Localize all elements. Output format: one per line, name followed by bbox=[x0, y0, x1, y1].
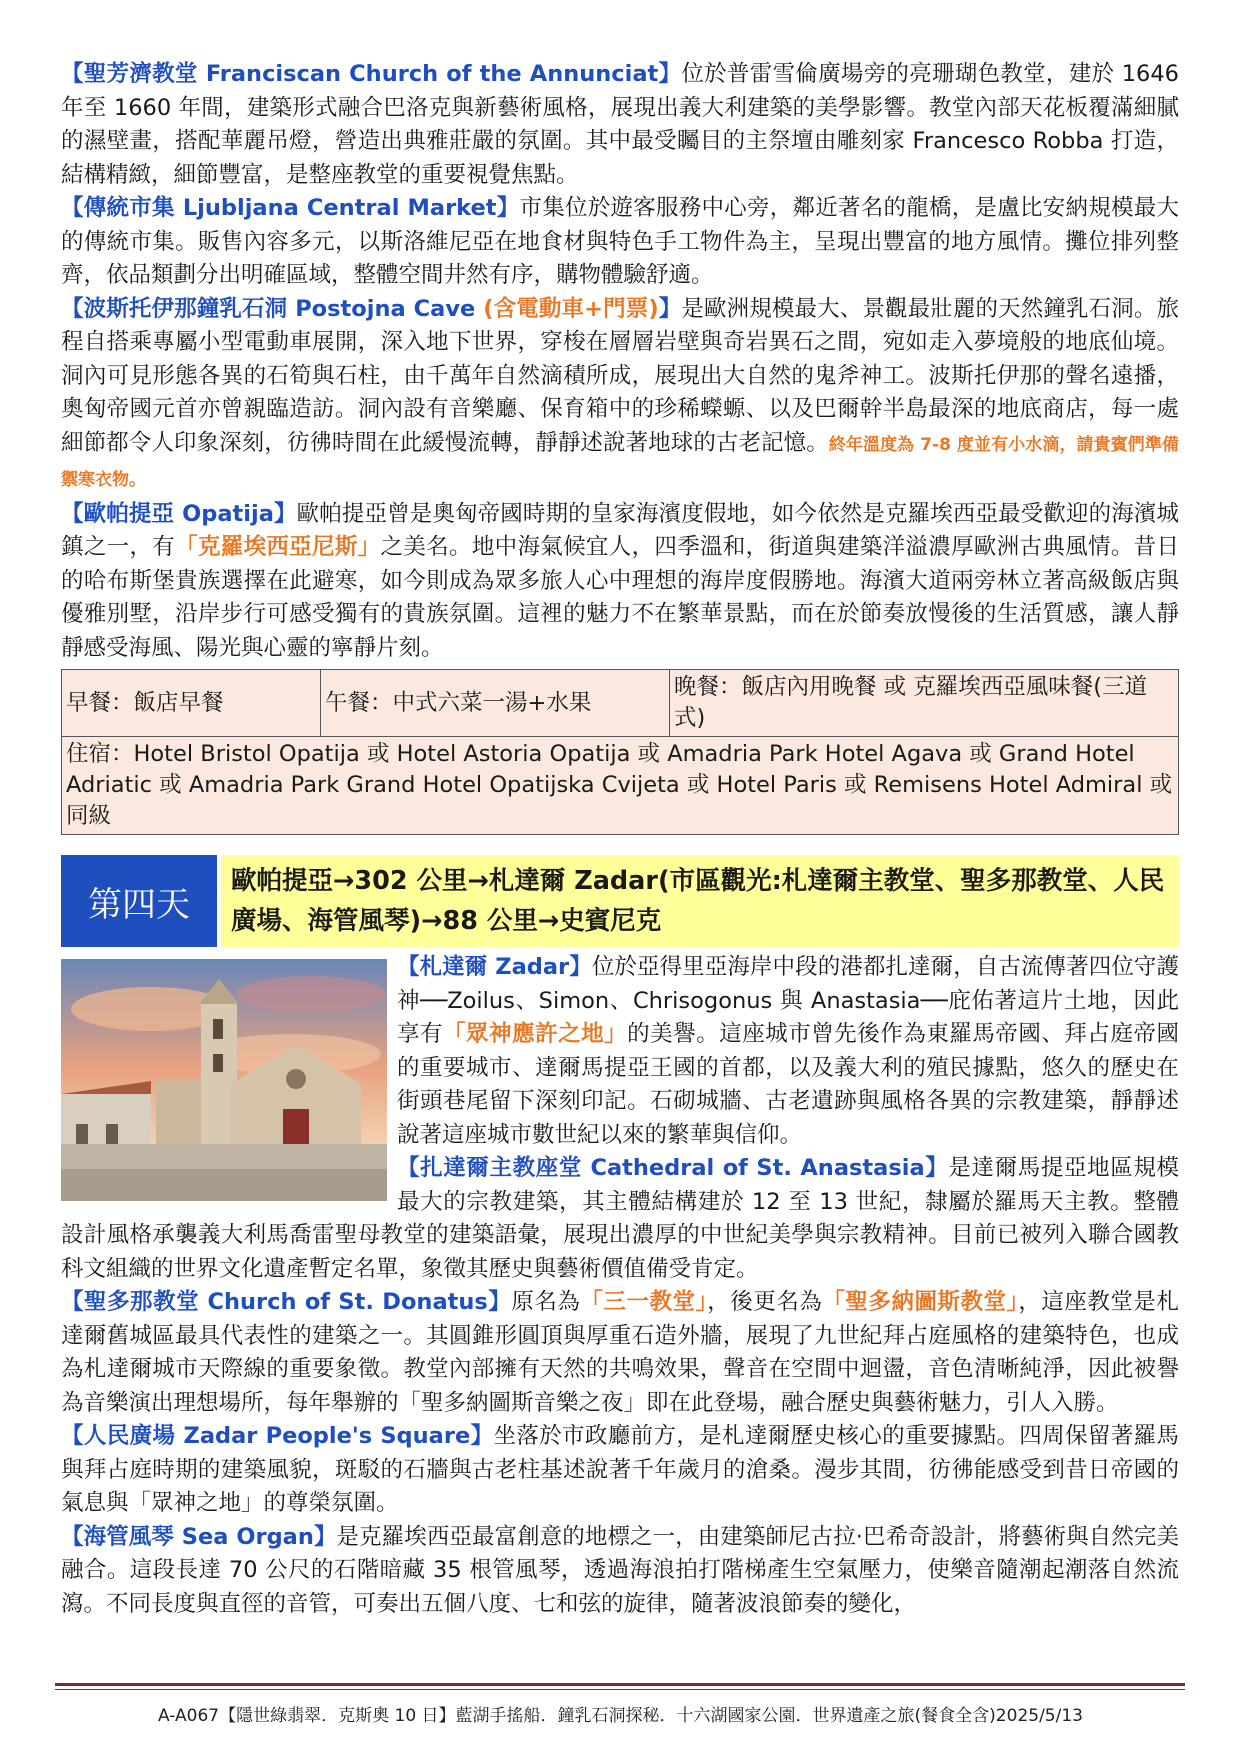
zadar-church-photo bbox=[61, 959, 387, 1201]
opatija-body-a: 歐帕提亞曾是奧匈帝國時期的皇家海濱度假地，如今依然是克羅埃西亞最受歡迎的海濱城鎮之一，有 bbox=[61, 500, 1179, 560]
opatija-title: 【歐帕提亞 Opatija】 bbox=[61, 500, 297, 527]
franciscan-church-body: 位於普雷雪倫廣場旁的亮珊瑚色教堂，建於 1646 年至 1660 年間，建築形式融合巴洛克與新藝術風格，展現出義大利建築的美學影響。教堂內部天花板覆滿細膩的濕壁畫，搭配華麗吊燈，營造出典雅莊嚴的氛圍。其中最受矚目的主祭壇由雕刻家 Francesco Robba 打造，結構精緻，細節豐富，是整座教堂的重要視覺焦點。 bbox=[61, 61, 1179, 188]
opatija-body-b: 之美名。地中海氣候宜人，四季溫和，街道與建築洋溢濃厚歐洲古典風情。昔日的哈布斯堡貴族選擇在此避寒，如今則成為眾多旅人心中理想的海岸度假勝地。海濱大道兩旁林立著高級飯店與優雅別墅，沿岸步行可感受獨有的貴族氛圍。這裡的魅力不在繁華景點，而在於節奏放慢後的生活質感，讓人靜靜感受海風、陽光與心靈的寧靜片刻。 bbox=[61, 534, 1179, 661]
donatus-body-a: 原名為 bbox=[511, 1289, 581, 1315]
zadar-body-b: 的美譽。這座城市曾先後作為東羅馬帝國、拜占庭帝國的重要城市、達爾馬提亞王國的首都，以及義大利的殖民據點，悠久的歷史在街頭巷尾留下深刻印記。石砌城牆、古老遺跡與風格各異的宗教建築，靜靜述說著這座城市數世紀以來的繁華與信仰。 bbox=[397, 1021, 1179, 1148]
footer-rule bbox=[55, 1683, 1185, 1686]
postojna-paragraph bbox=[61, 293, 1179, 498]
square-paragraph bbox=[61, 1420, 1179, 1521]
sea-organ-paragraph bbox=[61, 1521, 1179, 1622]
footer-text: A-A067【隱世綠翡翠．克斯奧 10 日】藍湖手搖船．鐘乳石洞探秘．十六湖國家公園．世界遺產之旅(餐食全含)2025/5/13 bbox=[158, 1706, 1083, 1726]
opatija-paragraph bbox=[61, 498, 1179, 666]
postojna-title-a: 【波斯托伊那鐘乳石洞 Postojna Cave bbox=[61, 295, 484, 322]
day-label: 第四天 bbox=[61, 855, 217, 947]
opatija-highlight: 「克羅埃西亞尼斯」 bbox=[175, 534, 381, 560]
footer-rule-thin bbox=[55, 1689, 1185, 1690]
franciscan-church-title: 【聖芳濟教堂 Franciscan Church of the Annunciat】 bbox=[61, 61, 682, 87]
square-title: 【人民廣場 Zadar People's Square】 bbox=[61, 1423, 494, 1449]
postojna-note: 終年溫度為 7-8 度並有小水滴，請貴賓們準備禦寒衣物。 bbox=[61, 434, 1179, 490]
central-market-body: 市集位於遊客服務中心旁，鄰近著名的龍橋，是盧比安納規模最大的傳統市集。販售內容多元，以斯洛維尼亞在地食材與特色手工物件為主，呈現出豐富的地方風情。攤位排列整齊，依品類劃分出明確區域，整體空間井然有序，購物體驗舒適。 bbox=[61, 195, 1179, 288]
dinner-cell: 晚餐：飯店內用晚餐 或 克羅埃西亞風味餐(三道式) bbox=[670, 670, 1179, 737]
day-header bbox=[61, 855, 1179, 947]
cathedral-title: 【扎達爾主教座堂 Cathedral of St. Anastasia】 bbox=[397, 1155, 949, 1181]
lunch-cell: 午餐：中式六菜一湯+水果 bbox=[321, 670, 670, 737]
postojna-title-ticket: (含電動車+門票) bbox=[483, 295, 659, 322]
postojna-body: 是歐洲規模最大、景觀最壯麗的天然鐘乳石洞。旅程自搭乘專屬小型電動車展開，深入地下世界，穿梭在層層岩壁與奇岩異石之間，宛如走入夢境般的地底仙境。洞內可見形態各異的石筍與石柱，由千萬年自然滴積所成，展現出大自然的鬼斧神工。波斯托伊那的聲名遠播，奧匈帝國元首亦曾親臨造訪。洞內設有音樂廳、保育箱中的珍稀蠑螈、以及巴爾幹半島最深的地底商店，每一處細節都令人印象深刻，彷彿時間在此緩慢流轉，靜靜述說著地球的古老記憶。 bbox=[61, 295, 1179, 456]
hotel-cell: 住宿：Hotel Bristol Opatija 或 Hotel Astoria Opatija 或 Amadria Park Hotel Agava 或 Grand Hotel Adriatic 或 Amadria Park Grand Hotel Opatijska Cvijeta 或 Hotel Paris 或 Remisens Hotel Admiral 或 同級 bbox=[62, 737, 1179, 835]
sea-organ-title: 【海管風琴 Sea Organ】 bbox=[61, 1523, 337, 1550]
sea-organ-body: 是克羅埃西亞最富創意的地標之一，由建築師尼古拉·巴希奇設計，將藝術與自然完美融合。這段長達 70 公尺的石階暗藏 35 根管風琴，透過海浪拍打階梯產生空氣壓力，使樂音隨潮起潮落自然流瀉。不同長度與直徑的音管，可奏出五個八度、七和弦的旋律，隨著波浪節奏的變化， bbox=[61, 1523, 1179, 1617]
donatus-body-c: ，這座教堂是札達爾舊城區最具代表性的建築之一。其圓錐形圓頂與厚重石造外牆，展現了九世紀拜占庭風格的建築特色，也成為札達爾城市天際線的重要象徵。教堂內部擁有天然的共鳴效果，聲音在空間中迴盪，音色清晰純淨，因此被譽為音樂演出理想場所，每年舉辦的「聖多納圖斯音樂之夜」即在此登場，融合歷史與藝術魅力，引人入勝。 bbox=[61, 1289, 1179, 1416]
meals-row bbox=[62, 670, 1179, 737]
postojna-title-b: 】 bbox=[658, 295, 682, 322]
zadar-highlight: 「眾神應許之地」 bbox=[443, 1021, 628, 1047]
breakfast-cell: 早餐：飯店早餐 bbox=[62, 670, 321, 737]
central-market-paragraph bbox=[61, 192, 1179, 293]
meals-table bbox=[61, 669, 1179, 835]
zadar-body-a: 位於亞得里亞海岸中段的港都扎達爾，自古流傳著四位守護神──Zoilus、Simon、Chrisogonus 與 Anastasia──庇佑著這片土地，因此享有 bbox=[397, 954, 1179, 1047]
donatus-highlight-1: 「三一教堂」 bbox=[580, 1289, 708, 1315]
donatus-body-b: ，後更名為 bbox=[707, 1289, 823, 1315]
page-content bbox=[61, 58, 1179, 1621]
zadar-block bbox=[61, 951, 1179, 1286]
square-body: 坐落於市政廳前方，是札達爾歷史核心的重要據點。四周保留著羅馬與拜占庭時期的建築風貌，斑駁的石牆與古老柱基述說著千年歲月的滄桑。漫步其間，彷彿能感受到昔日帝國的氣息與「眾神之地」的尊榮氛圍。 bbox=[61, 1423, 1179, 1516]
zadar-title: 【札達爾 Zadar】 bbox=[397, 954, 592, 980]
donatus-title: 【聖多那教堂 Church of St. Donatus】 bbox=[61, 1289, 512, 1315]
cathedral-body: 是達爾馬提亞地區規模最大的宗教建築，其主體結構建於 12 至 13 世紀，隸屬於羅馬天主教。整體設計風格承襲義大利馬喬雷聖母教堂的建築語彙，展現出濃厚的中世紀美學與宗教精神。目前已被列入聯合國教科文組織的世界文化遺產暫定名單，象徵其歷史與藝術價值備受肯定。 bbox=[61, 1155, 1179, 1282]
donatus-highlight-2: 「聖多納圖斯教堂」 bbox=[822, 1289, 1019, 1315]
hotel-row bbox=[62, 737, 1179, 835]
franciscan-church-paragraph bbox=[61, 58, 1179, 192]
donatus-paragraph bbox=[61, 1286, 1179, 1420]
central-market-title: 【傳統市集 Ljubljana Central Market】 bbox=[61, 195, 520, 221]
day-title: 歐帕提亞→302 公里→札達爾 Zadar(市區觀光:札達爾主教堂、聖多那教堂、人民廣場、海管風琴)→88 公里→史賓尼克 bbox=[221, 855, 1179, 947]
